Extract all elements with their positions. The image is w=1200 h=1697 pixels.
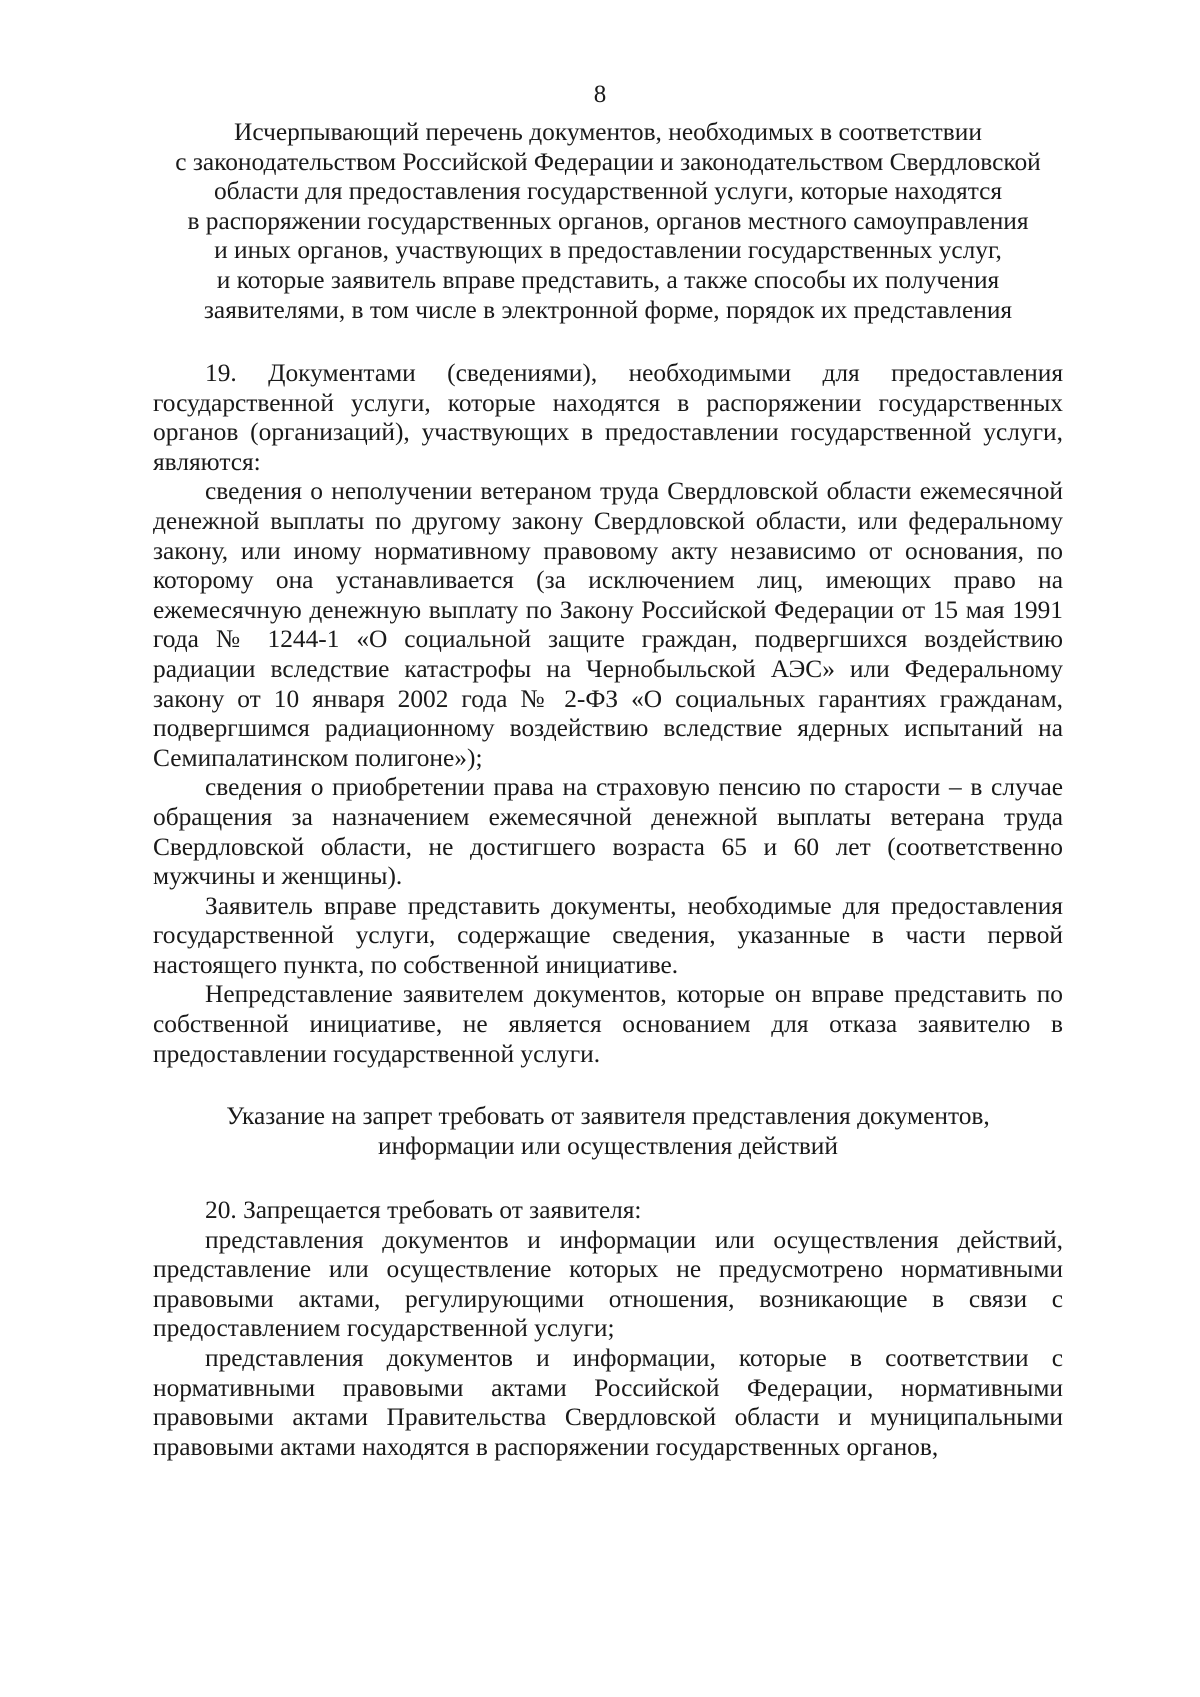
heading-line: Исчерпывающий перечень документов, необходимых в соответствии: [234, 118, 982, 146]
paragraph: Непредставление заявителем документов, которые он вправе представить по собственной инициативе, не является основанием для отказа заявителю в предоставлении государственной услуги.: [153, 980, 1063, 1068]
heading-line: информации или осуществления действий: [378, 1131, 838, 1160]
heading-line: и которые заявитель вправе представить, а также способы их получения: [216, 265, 1000, 294]
page-number: 8: [593, 81, 607, 108]
section-heading-prohibition: [153, 1102, 1063, 1161]
section-heading-documents-list: [153, 118, 1063, 325]
paragraph: 19. Документами (сведениями), необходимыми для предоставления государственной услуги, которые находятся в распоряжении государственных органов (организаций), участвующих в предоставлении государственной услуги, являются:: [153, 359, 1063, 476]
paragraph: представления документов и информации, которые в соответствии с нормативными правовыми актами Российской Федерации, нормативными правовыми актами Правительства Свердловской области и муниципальными правовыми актами находятся в распоряжении государственных органов,: [153, 1343, 1063, 1461]
section-body-item-19: [153, 359, 1063, 1069]
heading-line: с законодательством Российской Федерации и законодательством Свердловской: [175, 147, 1041, 176]
paragraph: 20. Запрещается требовать от заявителя:: [205, 1196, 642, 1224]
heading-line: и иных органов, участвующих в предоставлении государственных услуг,: [214, 236, 1002, 265]
section-body-item-20: [153, 1196, 1063, 1462]
paragraph: Заявитель вправе представить документы, необходимые для предоставления государственной услуги, содержащие сведения, указанные в части первой настоящего пункта, по собственной инициативе.: [153, 891, 1063, 979]
heading-line: заявителями, в том числе в электронной форме, порядок их представления: [203, 295, 1013, 324]
heading-line: области для предоставления государственной услуги, которые находятся: [213, 177, 1003, 206]
paragraph: сведения о приобретении права на страховую пенсию по старости – в случае обращения за назначением ежемесячной денежной выплаты ветерана труда Свердловской области, не достигшего возраста 65 и 60 лет (соответственно мужчины и женщины).: [153, 773, 1063, 891]
paragraph: представления документов и информации или осуществления действий, представление или осуществление которых не предусмотрено нормативными правовыми актами, регулирующими отношения, возникающие в связи с предоставлением государственной услуги;: [153, 1225, 1063, 1343]
heading-line: Указание на запрет требовать от заявителя представления документов,: [226, 1102, 990, 1130]
paragraph: сведения о неполучении ветераном труда Свердловской области ежемесячной денежной выплаты по другому закону Свердловской области, или федеральному закону, или иному нормативному правовому акту независимо от основания, по которому она устанавливается (за исключением лиц, имеющих право на ежемесячную денежную выплату по Закону Российской Федерации от 15 мая 1991 года № 1244-1 «О социальной защите граждан, подвергшихся воздействию радиации вследствие катастрофы на Чернобыльской АЭС» или Федеральному закону от 10 января 2002 года № 2-ФЗ «О социальных гарантиях гражданам, подвергшимся радиационному воздействию вследствие ядерных испытаний на Семипалатинском полигоне»);: [153, 477, 1063, 772]
heading-line: в распоряжении государственных органов, органов местного самоуправления: [187, 206, 1029, 235]
